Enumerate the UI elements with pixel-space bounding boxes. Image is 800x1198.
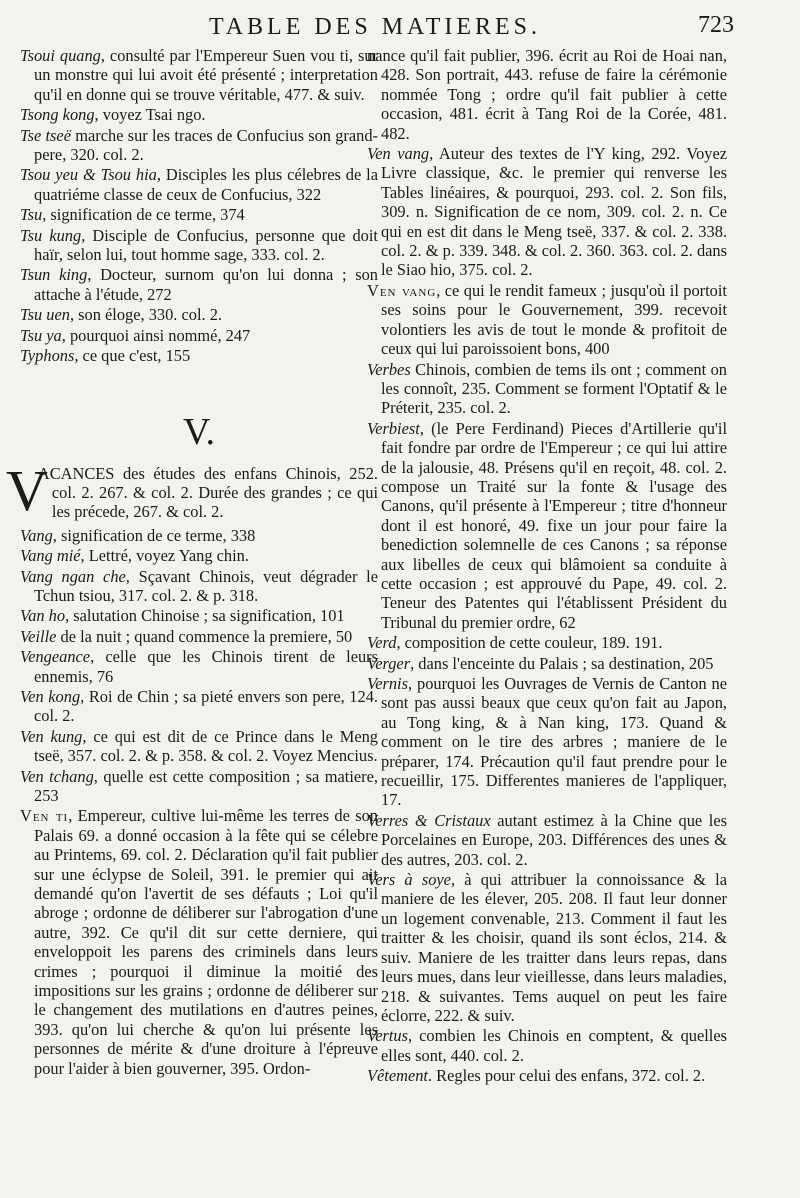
entry-heading: Vengeance — [20, 647, 91, 667]
index-entry — [20, 105, 378, 124]
entry-heading: Vernis — [367, 674, 408, 693]
entry-text: , pourquoi ainsi nommé, 247 — [61, 325, 251, 345]
entry-text: autant estimez à la Chine que les Porcelaines en Europe, 203. Différences des unes & des autres, 203. col. 2. — [381, 810, 727, 869]
entry-heading: Tsoui quang — [20, 46, 101, 65]
index-entry — [20, 727, 378, 766]
entry-heading: Tsou yeu & Tsou hia — [20, 165, 157, 185]
entry-text: , combien les Chinois en comptent, & quelles elles sont, 440. col. 2. — [381, 1026, 727, 1065]
first-entry — [6, 457, 378, 523]
entry-text: , son éloge, 330. col. 2. — [69, 305, 222, 325]
section-letter: V. — [182, 410, 216, 453]
index-entry — [20, 46, 378, 104]
index-entry — [20, 265, 378, 304]
running-head: TABLE DES MATIERES. — [208, 14, 542, 40]
entry-text: , Disciple de Confucius, personne que doit haïr, selon lui, tout homme sage, 333. col. 2. — [34, 225, 378, 265]
index-entry — [367, 811, 727, 869]
entry-text: marche sur les traces de Confucius son grand-pere, 320. col. 2. — [34, 125, 378, 165]
entry-text: , à qui attribuer la connoissance & la maniere de les élever, 205. 208. Il faut leur donner un logement convenable, 213. Comment il faut les traitter & les choisir, quand ils sont éclos, 214. & suiv. Maniere de les traitter dans leurs repas, dans leurs mues, dans leur vieillesse, dans leurs maladies, 218. & suivantes. Tems auquel on peut les faire éclorre, 222. & suiv. — [381, 870, 727, 1025]
index-entry — [20, 767, 378, 806]
entry-heading: Tsong kong — [20, 105, 95, 125]
entry-text: , Auteur des textes de l'Y king, 292. Voyez Livre classique, &c. le premier qui renverse les Tables linéaires, & pourquoi, 293. col. 2. Son fils, 309. n. Signification de ce nom, 309. col. 2. n. Ce qui en est dit dans le Meng tseë, 337. & col. 2. 338. col. 2. & p. 339. 348. & col. 2. 360. 363. col. 2. dans le Siao hio, 375. col. 2. — [381, 144, 728, 280]
index-entry — [20, 567, 378, 606]
entry-heading: Verbiest — [367, 418, 420, 438]
index-entry — [367, 360, 727, 418]
entry-heading: Tsu uen — [20, 305, 70, 325]
entry-text: , consulté par l'Empereur Suen vou ti, sur un monstre qui lui avoit été présenté ; interpretation qu'il en donne qui se trouve véritable, 477. & suiv. — [34, 46, 378, 104]
entry-heading: Tsu kung — [20, 225, 82, 245]
entry-heading: Vang ngan che — [20, 566, 126, 586]
index-entry — [367, 1026, 727, 1065]
entry-text: Chinois, combien de tems ils ont ; comment on les connoît, 235. Comment se forment l'Optatif & le Préterit, 235. col. 2. — [381, 359, 727, 418]
entries-right — [367, 144, 727, 1086]
drop-cap: V — [6, 457, 48, 523]
entry-heading: Vertus — [367, 1026, 408, 1046]
entry-heading: Tsu — [20, 205, 43, 225]
entry-text: de la nuit ; quand commence la premiere, 50 — [56, 626, 353, 646]
entry-text: , ce qui le rendit fameux ; jusqu'où il portoit ses soins pour le Gouvernement, 399. recevoit volontiers les avis de tout le monde & profitoit de ceux qui lui paroissoient bons, 400 — [381, 280, 727, 359]
entry-text: , Empereur, cultive lui-même les terres de son Palais 69. a donné occasion à la fête qui se célebre au Printems, 69. col. 2. Déclaration qu'il fait publier sur une éclypse de Soleil, 391. le premier qui ait demandé qu'on l'avertit de ses défauts ; Loi qu'il abroge ; ordonne de déliberer sur l'abrogation d'une autre, 392. Ce qu'il dit sur cette derniere, qui enveloppoit les parens des criminels dans leurs crimes ; pourquoi il diminue la moitié des impositions sur les grains ; ordonne de déliberer sur le changement des mutilations en d'autres peines, 393. qu'on lui cherche & qu'on lui présente les personnes de mérite & d'une droiture à l'épreuve pour l'aider à bien gouverner, 395. Ordon- — [34, 806, 378, 1078]
index-entry — [20, 546, 378, 565]
entry-text: , (le Pere Ferdinand) Pieces d'Artillerie qu'il fait fondre par ordre de l'Empereur ; ce qui lui attire de la jalousie, 48. Présens qu'il en reçoit, 48. col. 2. compose un Traité sur la fonte & l'usage des Canons, qu'il présente à l'Empereur ; titre d'honneur dont il est honoré, 49. fixe un jour pour faire la benediction solemnelle de ces Canons ; sa réponse aux libelles de ceux qui blâmoient sa conduite à cette occasion ; est approuvé du Pape, 49. col. 2. Teneur des Patentes qui l'établissent Président du Tribunal du premier ordre, 62 — [381, 418, 727, 632]
index-entry — [367, 419, 727, 632]
entry-heading: Verres & Cristaux — [367, 810, 491, 830]
index-entry — [20, 606, 378, 625]
index-entry — [367, 633, 727, 652]
entry-heading: Tsu ya — [20, 325, 62, 345]
entry-text: . Regles pour celui des enfans, 372. col. 2. — [427, 1066, 706, 1086]
entry-heading: Ven vang — [367, 144, 430, 164]
first-entry-text: ACANCES des études des enfans Chinois, 252. col. 2. 267. & col. 2. Durée des grandes ; ce qui les précede, 267. & col. 2. — [37, 463, 378, 522]
entry-heading: Verbes — [367, 359, 411, 379]
index-entry — [20, 627, 378, 646]
entry-heading: Ven tchang — [20, 766, 94, 786]
entry-heading: Vang mié — [20, 546, 81, 566]
entry-text: , pourquoi les Ouvrages de Vernis de Canton ne sont pas aussi beaux que ceux qu'on fait au Japon, au Tong king, & à Nan king, 173. Quand & comment on le tire des arbres ; maniere de le préparer, 174. Précaution qu'il faut prendre pour le recueillir, 175. Differentes manieres de l'appliquer, 17. — [381, 674, 727, 810]
index-entry — [367, 281, 727, 359]
index-entry — [20, 346, 378, 365]
entries-v — [20, 526, 378, 1078]
entries-t — [20, 46, 378, 366]
entry-heading: Veille — [20, 626, 57, 646]
entry-text: , signification de ce terme, 374 — [42, 205, 245, 225]
index-entry — [20, 205, 378, 224]
entry-text: , composition de cette couleur, 189. 191. — [396, 633, 663, 653]
entry-heading: Vers à soye — [367, 870, 451, 890]
index-entry — [367, 144, 727, 280]
index-entry — [367, 674, 727, 810]
entry-heading: Tsun king — [20, 265, 88, 285]
entry-text: , Lettré, voyez Yang chin. — [80, 546, 249, 566]
left-column — [6, 46, 379, 1079]
entry-heading: Vêtement — [367, 1066, 428, 1086]
right-column — [367, 46, 727, 1087]
entry-heading: Ven kung — [20, 726, 83, 746]
continuation-entry: nance qu'il fait publier, 396. écrit au Roi de Hoai nan, 428. Son portrait, 443. refuse de faire la cérémonie nommée Tong ; ordre qu'il fait publier à cette occasion, 481. écrit à Tang Roi de la Corée, 481. 482. — [367, 46, 727, 143]
page-number: 723 — [698, 12, 734, 38]
index-entry — [20, 326, 378, 345]
index-entry — [20, 126, 378, 165]
index-entry — [20, 165, 378, 204]
index-entry — [20, 647, 378, 686]
entry-heading: Verd — [367, 633, 397, 653]
entry-text: , signification de ce terme, 338 — [52, 525, 256, 545]
entry-text: , quelle est cette composition ; sa matiere, 253 — [34, 766, 378, 805]
index-entry — [367, 870, 727, 1025]
entry-text: , Docteur, surnom qu'on lui donna ; son attache à l'étude, 272 — [34, 265, 378, 304]
index-entry — [20, 305, 378, 324]
entry-heading: Van ho — [20, 606, 66, 626]
entry-text: , voyez Tsai ngo. — [94, 105, 206, 125]
index-entry — [20, 687, 378, 726]
entry-heading: Verger — [367, 653, 411, 673]
entry-text: , Disciples les plus célebres de la quatriéme classe de ceux de Confucius, 322 — [34, 165, 378, 204]
entry-heading: Tse tseë — [20, 125, 71, 145]
entry-text: , ce qui est dit de ce Prince dans le Meng tseë, 357. col. 2. & p. 358. & col. 2. Voyez Mencius. — [34, 726, 379, 766]
entry-heading: Ven kong — [20, 686, 81, 706]
entry-text: , celle que les Chinois tirent de leurs ennemis, 76 — [34, 647, 378, 686]
entry-heading: Typhons — [20, 346, 75, 366]
entry-heading: Vang — [20, 525, 53, 545]
entry-text: , Sçavant Chinois, veut dégrader le Tchun tsiou, 317. col. 2. & p. 318. — [34, 566, 378, 605]
entry-text: , dans l'enceinte du Palais ; sa destination, 205 — [410, 653, 714, 673]
index-entry — [20, 806, 378, 1078]
index-entry — [20, 226, 378, 265]
entry-heading: Ven vang — [367, 280, 437, 300]
index-entry — [20, 526, 378, 545]
entry-text: , ce que c'est, 155 — [74, 346, 191, 366]
entry-heading: Ven ti — [20, 806, 69, 826]
entry-text: , salutation Chinoise ; sa signification, 101 — [65, 606, 345, 626]
entry-text: , Roi de Chin ; sa pieté envers son pere, 124. col. 2. — [34, 686, 378, 726]
index-entry — [367, 1066, 727, 1085]
index-entry — [367, 654, 727, 673]
